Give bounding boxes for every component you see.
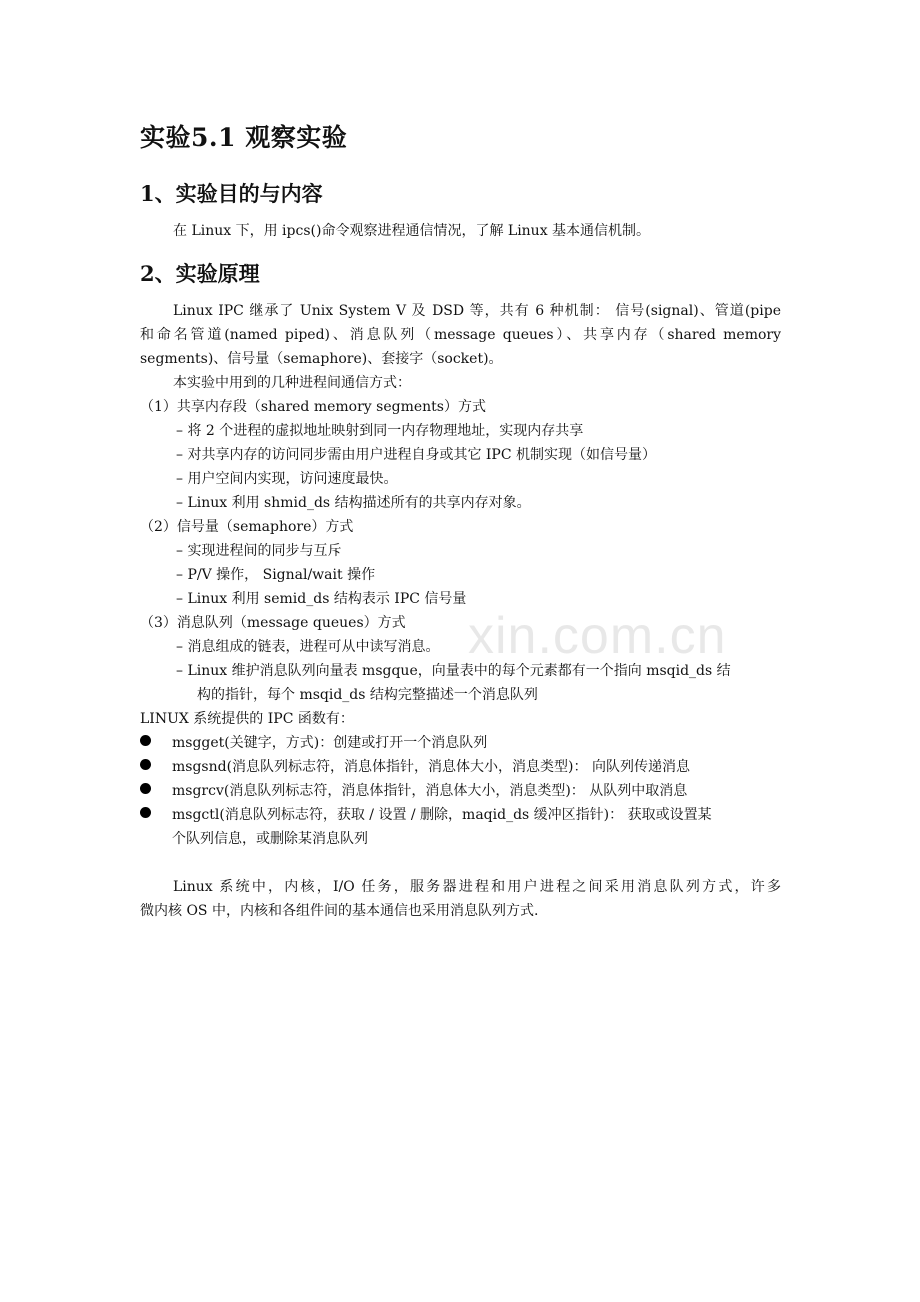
sem-item-2: – P/V 操作， Signal/wait 操作: [176, 567, 376, 583]
shm-item-2: – 对共享内存的访问同步需由用户进程自身或其它 IPC 机制实现（如信号量）: [176, 447, 657, 463]
section-heading-purpose: 1、实验目的与内容: [140, 181, 323, 206]
msg-item-1: – 消息组成的链表，进程可从中读写消息。: [176, 639, 440, 655]
func-item-msgget: msgget(关键字，方式)：创建或打开一个消息队列: [172, 735, 488, 751]
shm-item-1: – 将 2 个进程的虚拟地址映射到同一内存物理地址，实现内存共享: [176, 423, 584, 439]
bullet-icon: [140, 783, 151, 794]
watermark-text: xin.com.cn: [468, 607, 727, 665]
msg-heading: （3）消息队列（message queues）方式: [140, 615, 406, 631]
func-item-msgctl: msgctl(消息队列标志符，获取 / 设置 / 删除，maqid_ds 缓冲区指针)： 获取或设置某: [172, 807, 712, 823]
msg-item-2-cont: 构的指针，每个 msqid_ds 结构完整描述一个消息队列: [197, 687, 538, 703]
closing-line-2: 微内核 OS 中，内核和各组件间的基本通信也采用消息队列方式.: [140, 903, 539, 919]
bullet-icon: [140, 807, 151, 818]
func-intro: LINUX 系统提供的 IPC 函数有：: [140, 711, 354, 727]
purpose-text: 在 Linux 下，用 ipcs()命令观察进程通信情况，了解 Linux 基本通信机制。: [173, 223, 651, 239]
methods-intro: 本实验中用到的几种进程间通信方式：: [173, 375, 411, 391]
shm-heading: （1）共享内存段（shared memory segments）方式: [140, 399, 486, 415]
page-title: 实验5.1 观察实验: [140, 123, 348, 152]
func-item-msgsnd: msgsnd(消息队列标志符，消息体指针，消息体大小，消息类型)： 向队列传递消息: [172, 759, 690, 775]
closing-line-1: Linux 系统中，内核，I/O 任务，服务器进程和用户进程之间采用消息队列方式，许多: [173, 879, 781, 895]
shm-item-3: – 用户空间内实现，访问速度最快。: [176, 471, 398, 487]
intro-line-2: 和命名管道(named piped)、消息队列（message queues）、共享内存（shared memory: [140, 327, 781, 343]
bullet-icon: [140, 759, 151, 770]
msg-item-2: – Linux 维护消息队列向量表 msgque，向量表中的每个元素都有一个指向 msqid_ds 结: [176, 663, 731, 679]
func-item-msgctl-cont: 个队列信息，或删除某消息队列: [172, 831, 368, 847]
sem-heading: （2）信号量（semaphore）方式: [140, 519, 354, 535]
intro-line-3: segments)、信号量（semaphore)、套接字（socket)。: [140, 351, 503, 367]
section-heading-principle: 2、实验原理: [140, 261, 260, 286]
func-item-msgrcv: msgrcv(消息队列标志符，消息体指针，消息体大小，消息类型)： 从队列中取消息: [172, 783, 688, 799]
bullet-icon: [140, 735, 151, 746]
sem-item-1: – 实现进程间的同步与互斥: [176, 543, 342, 559]
intro-line-1: Linux IPC 继承了 Unix System V 及 DSD 等，共有 6 种机制： 信号(signal)、管道(pipe: [173, 303, 781, 319]
sem-item-3: – Linux 利用 semid_ds 结构表示 IPC 信号量: [176, 591, 467, 607]
shm-item-4: – Linux 利用 shmid_ds 结构描述所有的共享内存对象。: [176, 495, 531, 511]
